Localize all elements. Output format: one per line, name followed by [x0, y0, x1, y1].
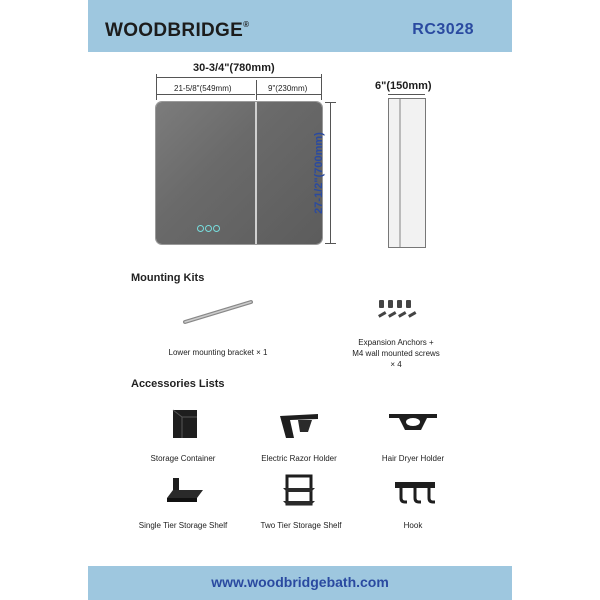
hook-icon — [393, 480, 437, 506]
accessory-label: Two Tier Storage Shelf — [260, 521, 342, 530]
mirror-cabinet-front — [156, 102, 322, 244]
depth-label: 6"(150mm) — [375, 80, 432, 92]
storage-container-icon — [170, 408, 200, 442]
accessories-title: Accessories Lists — [131, 378, 225, 390]
width-tick-middle — [256, 80, 257, 100]
width-tick-right — [321, 74, 322, 100]
hair-dryer-holder-icon — [387, 410, 439, 436]
razor-holder-icon — [278, 410, 320, 440]
depth-line — [388, 94, 425, 95]
height-line — [330, 102, 331, 244]
mirror-cabinet-side — [388, 98, 426, 248]
screws-caption: Expansion Anchors + M4 wall mounted screws × 4 — [352, 338, 440, 369]
accessory-label: Hook — [403, 521, 423, 530]
width-total-line — [156, 77, 322, 78]
accessory-label: Hair Dryer Holder — [381, 454, 445, 463]
height-tick-top — [325, 102, 336, 103]
width-left-label: 21-5/8"(549mm) — [174, 84, 232, 93]
mounting-kits-title: Mounting Kits — [131, 272, 205, 284]
height-tick-bottom — [325, 243, 336, 244]
height-label: 27-1/2"(700mm) — [313, 132, 325, 214]
width-right-label: 9"(230mm) — [268, 84, 308, 93]
brand-logo: WOODBRIDGE® — [105, 19, 250, 41]
touch-button-icon — [197, 225, 204, 232]
width-tick-left — [156, 74, 157, 100]
width-left-line — [156, 94, 255, 95]
accessory-label: Storage Container — [150, 454, 216, 463]
touch-button-icon — [213, 225, 220, 232]
spec-sheet — [88, 0, 512, 600]
accessory-label: Electric Razor Holder — [261, 454, 337, 463]
accessory-label: Single Tier Storage Shelf — [138, 521, 228, 530]
bracket-caption: Lower mounting bracket × 1 — [168, 348, 268, 357]
model-number: RC3028 — [412, 21, 474, 38]
single-shelf-icon — [163, 476, 207, 504]
footer-url[interactable]: www.woodbridgebath.com — [211, 574, 389, 590]
width-total-label: 30-3/4"(780mm) — [193, 62, 275, 74]
bracket-icon — [181, 296, 257, 326]
two-tier-shelf-icon — [281, 474, 319, 506]
touch-button-icon — [205, 225, 212, 232]
screws-icon — [373, 297, 423, 327]
width-right-line — [257, 94, 321, 95]
door-split-line — [255, 102, 257, 244]
